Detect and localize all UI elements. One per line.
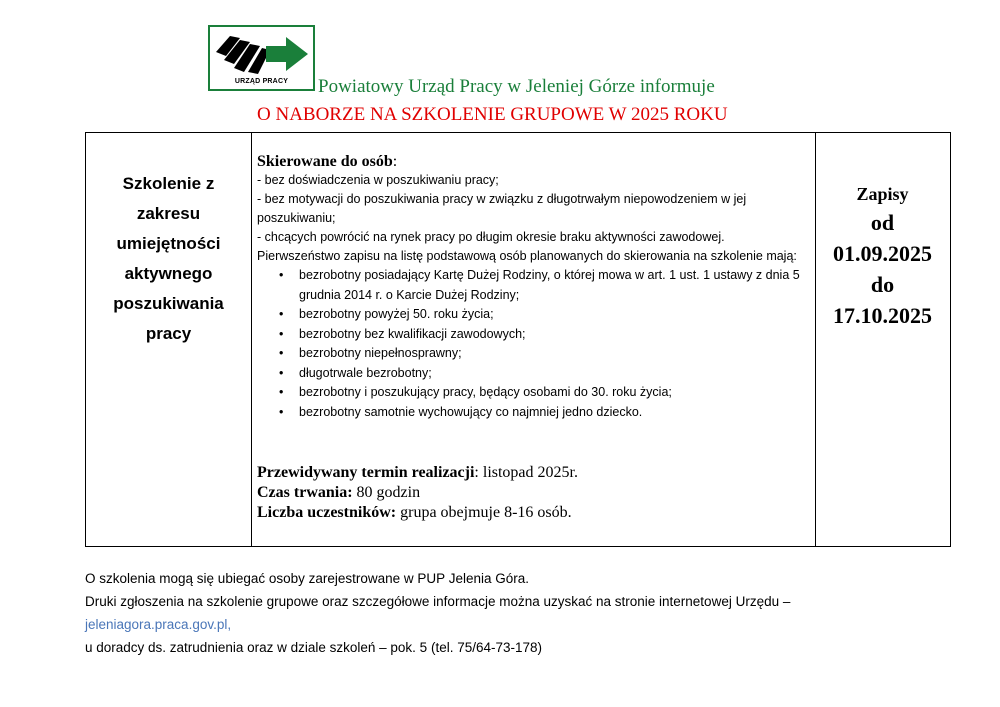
duration-label: Czas trwania:	[257, 484, 353, 501]
header-info-line: Powiatowy Urząd Pracy w Jeleniej Górze informuje	[318, 76, 715, 97]
enrollment-label: Zapisy	[856, 184, 909, 204]
list-item: • bezrobotny i poszukujący pracy, będący osobami do 30. roku życia;	[257, 383, 809, 403]
course-name-line: poszukiwania	[113, 294, 224, 313]
list-item: • bezrobotny posiadający Kartę Dużej Rodziny, o której mowa w art. 1 ust. 1 ustawy z dnia 5 grudnia 2014 r. o Karcie Dużej Rodziny;	[257, 266, 809, 305]
target-line: - bez motywacji do poszukiwania pracy w związku z długotrwałym niepowodzeniem w jej poszukiwaniu;	[257, 192, 747, 225]
enrollment-from-word: od	[870, 210, 895, 235]
course-table	[85, 132, 951, 547]
website-link[interactable]: jeleniagora.praca.gov.pl,	[85, 617, 232, 632]
participants-row	[257, 503, 809, 523]
list-item: • bezrobotny niepełnosprawny;	[257, 344, 809, 364]
logo-text: URZĄD PRACY	[234, 78, 289, 85]
logo-arrow-icon	[214, 30, 311, 76]
duration-value: 80 godzin	[352, 484, 421, 501]
enrollment-cell	[815, 133, 950, 546]
page-title: O NABORZE NA SZKOLENIE GRUPOWE W 2025 ROKU	[257, 104, 728, 125]
course-name-cell	[86, 133, 252, 546]
course-details	[257, 153, 809, 422]
list-item: • bezrobotny samotnie wychowujący co najmniej jedno dziecko.	[257, 403, 809, 423]
target-line: - bez doświadczenia w poszukiwaniu pracy;	[257, 173, 499, 187]
term-row	[257, 463, 809, 483]
participants-label: Liczba uczestników:	[257, 504, 397, 521]
course-name-line: umiejętności	[116, 234, 221, 253]
footer-line: u doradcy ds. zatrudnienia oraz w dziale szkoleń – pok. 5 (tel. 75/64-73-178)	[85, 640, 543, 655]
priority-list	[257, 266, 809, 422]
duration-row	[257, 483, 809, 503]
enrollment-to-date: 17.10.2025	[833, 303, 932, 328]
participants-value: grupa obejmuje 8-16 osób.	[396, 504, 572, 521]
course-meta	[257, 463, 809, 523]
list-item: • bezrobotny bez kwalifikacji zawodowych;	[257, 325, 809, 345]
list-item: • długotrwale bezrobotny;	[257, 364, 809, 384]
term-label: Przewidywany termin realizacji	[257, 464, 475, 481]
target-heading-colon: :	[392, 153, 398, 170]
target-heading	[257, 153, 809, 171]
target-heading-label: Skierowane do osób	[257, 153, 393, 170]
enrollment-from-date: 01.09.2025	[833, 241, 932, 266]
course-name	[92, 169, 245, 349]
footer-line: Druki zgłoszenia na szkolenie grupowe oraz szczegółowe informacje można uzyskać na stronie internetowej Urzędu –	[85, 594, 791, 609]
priority-text: Pierwszeństwo zapisu na listę podstawową osób planowanych do skierowania na szkolenie mają:	[257, 249, 797, 263]
urzad-pracy-logo	[208, 25, 315, 91]
footer-info	[85, 567, 965, 659]
term-value: : listopad 2025r.	[474, 464, 578, 481]
course-name-line: Szkolenie z	[122, 174, 215, 193]
course-name-line: pracy	[145, 324, 192, 343]
footer-line: O szkolenia mogą się ubiegać osoby zarejestrowane w PUP Jelenia Góra.	[85, 571, 529, 586]
course-name-line: aktywnego	[124, 264, 213, 283]
course-name-line: zakresu	[136, 204, 201, 223]
enrollment-dates	[815, 181, 950, 331]
list-item: • bezrobotny powyżej 50. roku życia;	[257, 305, 809, 325]
course-details-cell	[251, 133, 816, 546]
target-line: - chcących powrócić na rynek pracy po długim okresie braku aktywności zawodowej.	[257, 230, 725, 244]
enrollment-to-word: do	[870, 272, 895, 297]
